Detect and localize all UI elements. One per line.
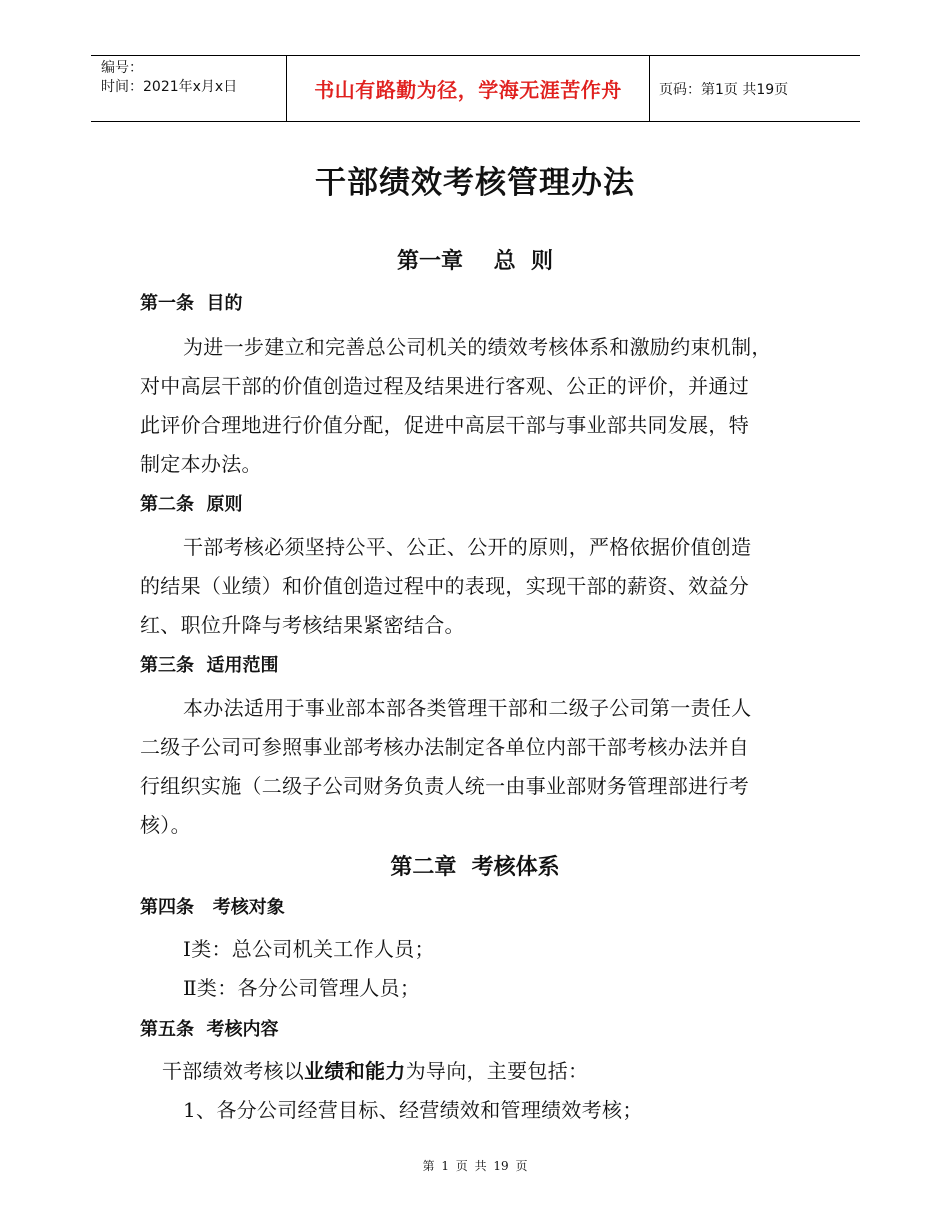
article-heading: 第二条 原则 [140,494,243,515]
article-heading: 第三条 适用范围 [140,655,279,676]
page-footer: 第 1 页 共 19 页 [422,1159,528,1173]
list-item: Ⅰ类：总公司机关工作人员； [183,937,435,961]
paragraph-line [162,1055,588,1084]
page-header [91,55,860,122]
document-title: 干部绩效考核管理办法 [315,165,635,201]
document-time: 时间：2021年x月x日 [101,79,238,95]
paragraph-line: 二级子公司可参照事业部考核办法制定各单位内部干部考核办法并自 [140,735,749,759]
paragraph-line: 为进一步建立和完善总公司机关的绩效考核体系和激励约束机制， [183,335,772,359]
article-heading: 第四条 考核对象 [140,897,285,918]
intro-suffix: 为导向，主要包括： [405,1059,589,1083]
paragraph-line: 对中高层干部的价值创造过程及结果进行客观、公正的评价，并通过 [140,374,749,398]
paragraph-line: 此评价合理地进行价值分配，促进中高层干部与事业部共同发展，特 [140,413,749,437]
paragraph-line: 本办法适用于事业部本部各类管理干部和二级子公司第一责任人 [183,696,752,720]
header-page-info: 页码：第1页 共19页 [659,81,789,98]
chapter-heading: 第二章 考核体系 [390,855,560,880]
paragraph-line: 的结果（业绩）和价值创造过程中的表现，实现干部的薪资、效益分 [140,574,749,598]
paragraph-line: 制定本办法。 [140,452,262,476]
article-heading: 第五条 考核内容 [140,1019,279,1040]
document-number-label: 编号： [101,60,143,76]
list-item: 1、各分公司经营目标、经营绩效和管理绩效考核； [183,1098,643,1122]
chapter-heading: 第一章 总 则 [397,249,553,274]
intro-emphasis: 业绩和能力 [304,1059,406,1083]
paragraph-line: 干部考核必须坚持公平、公正、公开的原则，严格依据价值创造 [183,535,752,559]
intro-prefix: 干部绩效考核以 [162,1059,305,1083]
header-meta [91,56,287,121]
header-motto: 书山有路勤为径，学海无涯苦作舟 [287,56,650,121]
article-heading: 第一条 目的 [140,293,243,314]
paragraph-line: 行组织实施（二级子公司财务负责人统一由事业部财务管理部进行考 [140,774,749,798]
paragraph-line: 核）。 [140,813,191,837]
list-item: Ⅱ类：各分公司管理人员； [183,976,421,1000]
paragraph-line: 红、职位升降与考核结果紧密结合。 [140,613,465,637]
